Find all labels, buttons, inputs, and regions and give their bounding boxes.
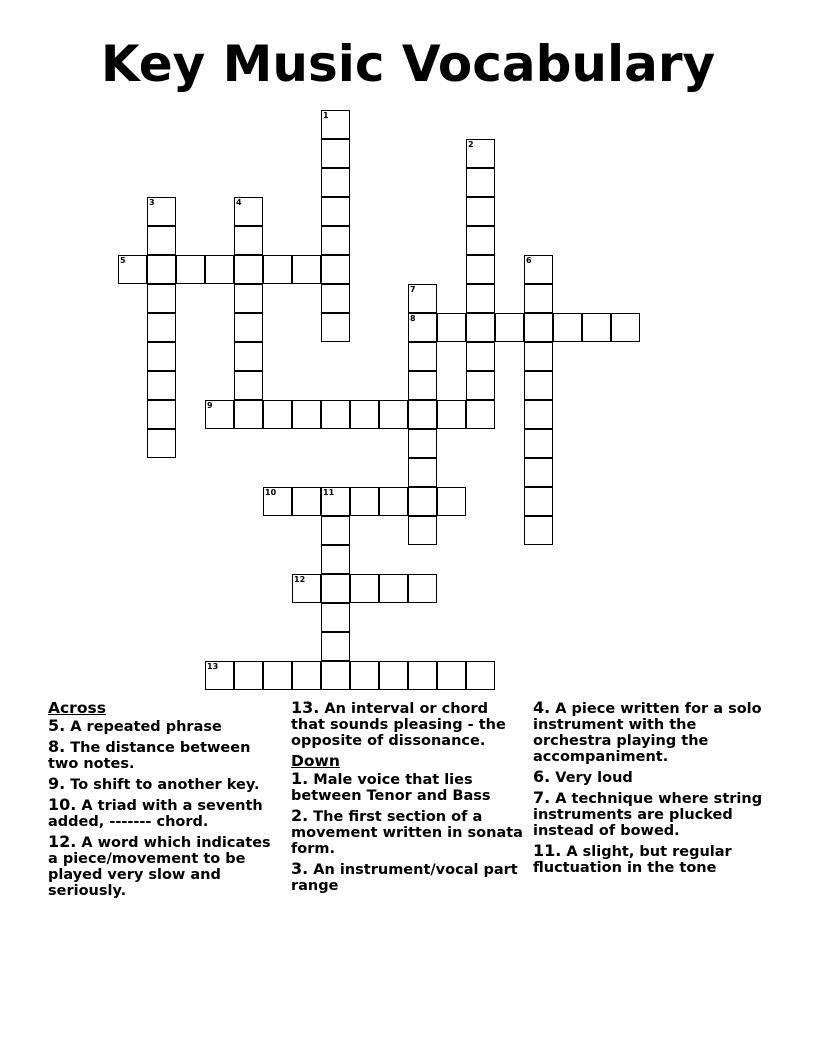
crossword-cell[interactable] xyxy=(437,661,466,690)
crossword-cell[interactable] xyxy=(466,168,495,197)
cell-number: 11 xyxy=(323,488,335,497)
clue-item xyxy=(48,797,284,830)
crossword-cell[interactable] xyxy=(234,284,263,313)
crossword-cell[interactable] xyxy=(292,487,321,516)
crossword-cell[interactable] xyxy=(408,661,437,690)
crossword-cell[interactable] xyxy=(234,255,263,284)
crossword-cell[interactable] xyxy=(321,661,350,690)
clue-number: 12. xyxy=(48,832,77,851)
clue-text: An instrument/vocal part range xyxy=(291,862,518,894)
crossword-cell[interactable] xyxy=(321,603,350,632)
across-heading: Across xyxy=(48,699,106,717)
crossword-cell[interactable] xyxy=(147,342,176,371)
crossword-cell[interactable] xyxy=(379,487,408,516)
crossword-cell[interactable] xyxy=(582,313,611,342)
crossword-cell[interactable] xyxy=(263,400,292,429)
clue-item xyxy=(291,771,527,804)
crossword-cell[interactable] xyxy=(147,400,176,429)
crossword-cell[interactable] xyxy=(408,371,437,400)
crossword-cell[interactable] xyxy=(408,400,437,429)
clue-number: 5. xyxy=(48,716,66,735)
crossword-cell[interactable] xyxy=(292,574,321,603)
crossword-cell[interactable] xyxy=(321,110,350,139)
crossword-cell[interactable] xyxy=(437,487,466,516)
crossword-cell[interactable] xyxy=(292,400,321,429)
crossword-cell[interactable] xyxy=(321,632,350,661)
cell-number: 9 xyxy=(207,401,213,410)
crossword-cell[interactable] xyxy=(466,139,495,168)
clue-number: 8. xyxy=(48,737,66,756)
crossword-cell[interactable] xyxy=(466,226,495,255)
crossword-cell[interactable] xyxy=(234,371,263,400)
crossword-cell[interactable] xyxy=(321,313,350,342)
crossword-cell[interactable] xyxy=(408,574,437,603)
crossword-cell[interactable] xyxy=(147,197,176,226)
crossword-cell[interactable] xyxy=(466,342,495,371)
crossword-cell[interactable] xyxy=(234,197,263,226)
crossword-cell[interactable] xyxy=(350,574,379,603)
clue-number: 1. xyxy=(291,769,309,788)
clue-number: 9. xyxy=(48,774,66,793)
clue-item xyxy=(533,700,773,765)
crossword-cell[interactable] xyxy=(466,197,495,226)
clue-item xyxy=(48,834,284,899)
clue-item xyxy=(533,769,773,786)
crossword-cell[interactable] xyxy=(553,313,582,342)
crossword-cell[interactable] xyxy=(292,255,321,284)
clue-item xyxy=(48,739,284,772)
crossword-cell[interactable] xyxy=(321,284,350,313)
crossword-cell[interactable] xyxy=(263,255,292,284)
clue-item xyxy=(48,718,284,735)
crossword-cell[interactable] xyxy=(524,429,553,458)
crossword-cell[interactable] xyxy=(408,487,437,516)
crossword-cell[interactable] xyxy=(321,487,350,516)
crossword-cell[interactable] xyxy=(321,255,350,284)
clue-item xyxy=(533,790,773,839)
crossword-cell[interactable] xyxy=(321,400,350,429)
crossword-cell[interactable] xyxy=(524,255,553,284)
crossword-cell[interactable] xyxy=(321,139,350,168)
clue-number: 11. xyxy=(533,841,562,860)
cell-number: 12 xyxy=(294,575,306,584)
cell-number: 10 xyxy=(265,488,277,497)
crossword-cell[interactable] xyxy=(437,400,466,429)
cell-number: 4 xyxy=(236,198,242,207)
crossword-cell[interactable] xyxy=(147,371,176,400)
cell-number: 5 xyxy=(120,256,126,265)
crossword-cell[interactable] xyxy=(147,313,176,342)
crossword-cell[interactable] xyxy=(379,661,408,690)
crossword-cell[interactable] xyxy=(321,168,350,197)
crossword-cell[interactable] xyxy=(524,371,553,400)
crossword-cell[interactable] xyxy=(350,661,379,690)
clue-text: A piece written for a solo instrument with the orchestra playing the accompaniment. xyxy=(533,701,762,765)
cell-number: 3 xyxy=(149,198,155,207)
crossword-cell[interactable] xyxy=(234,661,263,690)
crossword-cell[interactable] xyxy=(408,342,437,371)
crossword-cell[interactable] xyxy=(292,661,321,690)
clue-text: Male voice that lies between Tenor and Bass xyxy=(291,772,491,804)
clues-column-1 xyxy=(48,700,284,903)
crossword-cell[interactable] xyxy=(350,487,379,516)
crossword-cell[interactable] xyxy=(147,255,176,284)
clue-text: The distance between two notes. xyxy=(48,740,251,772)
crossword-cell[interactable] xyxy=(408,284,437,313)
clue-text: A technique where string instruments are plucked instead of bowed. xyxy=(533,791,763,839)
crossword-cell[interactable] xyxy=(321,516,350,545)
crossword-cell[interactable] xyxy=(205,661,234,690)
clue-item xyxy=(48,776,284,793)
crossword-cell[interactable] xyxy=(524,458,553,487)
crossword-cell[interactable] xyxy=(234,400,263,429)
crossword-cell[interactable] xyxy=(524,313,553,342)
crossword-cell[interactable] xyxy=(321,545,350,574)
crossword-cell[interactable] xyxy=(524,342,553,371)
crossword-cell[interactable] xyxy=(466,284,495,313)
clue-number: 13. xyxy=(291,698,320,717)
clue-number: 2. xyxy=(291,806,309,825)
clue-number: 3. xyxy=(291,859,309,878)
crossword-cell[interactable] xyxy=(524,516,553,545)
crossword-cell[interactable] xyxy=(466,400,495,429)
cell-number: 6 xyxy=(526,256,532,265)
crossword-cell[interactable] xyxy=(408,458,437,487)
crossword-cell[interactable] xyxy=(466,313,495,342)
crossword-cell[interactable] xyxy=(234,342,263,371)
crossword-cell[interactable] xyxy=(263,487,292,516)
clues-column-3 xyxy=(533,700,773,880)
crossword-cell[interactable] xyxy=(408,516,437,545)
clue-number: 7. xyxy=(533,788,551,807)
crossword-cell[interactable] xyxy=(147,429,176,458)
cell-number: 13 xyxy=(207,662,219,671)
cell-number: 1 xyxy=(323,111,329,120)
clue-number: 4. xyxy=(533,698,551,717)
crossword-cell[interactable] xyxy=(524,400,553,429)
crossword-cell[interactable] xyxy=(321,574,350,603)
clues-column-2 xyxy=(291,700,527,898)
crossword-cell[interactable] xyxy=(408,429,437,458)
crossword-cell[interactable] xyxy=(611,313,640,342)
clue-text: A triad with a seventh added, ------- chord. xyxy=(48,798,263,830)
crossword-cell[interactable] xyxy=(205,255,234,284)
clue-number: 6. xyxy=(533,767,551,786)
crossword-cell[interactable] xyxy=(408,313,437,342)
crossword-cell[interactable] xyxy=(234,226,263,255)
crossword-cell[interactable] xyxy=(321,226,350,255)
crossword-cell[interactable] xyxy=(466,255,495,284)
crossword-cell[interactable] xyxy=(118,255,147,284)
clue-text: The first section of a movement written in sonata form. xyxy=(291,809,523,857)
crossword-cell[interactable] xyxy=(466,371,495,400)
cell-number: 2 xyxy=(468,140,474,149)
clue-text: To shift to another key. xyxy=(65,777,260,793)
crossword-cell[interactable] xyxy=(437,313,466,342)
clue-number: 10. xyxy=(48,795,77,814)
cell-number: 8 xyxy=(410,314,416,323)
clue-item xyxy=(291,808,527,857)
crossword-cell[interactable] xyxy=(321,197,350,226)
crossword-cell[interactable] xyxy=(234,313,263,342)
down-heading: Down xyxy=(291,752,340,770)
crossword-cell[interactable] xyxy=(524,284,553,313)
crossword-cell[interactable] xyxy=(263,661,292,690)
clue-text: An interval or chord that sounds pleasing - the opposite of dissonance. xyxy=(291,701,506,749)
crossword-cell[interactable] xyxy=(466,661,495,690)
clue-text: A repeated phrase xyxy=(65,719,222,735)
clue-text: Very loud xyxy=(550,770,633,786)
crossword-cell[interactable] xyxy=(147,284,176,313)
crossword-cell[interactable] xyxy=(524,487,553,516)
crossword-cell[interactable] xyxy=(350,400,379,429)
cell-number: 7 xyxy=(410,285,416,294)
clue-text: A slight, but regular fluctuation in the tone xyxy=(533,844,732,876)
crossword-cell[interactable] xyxy=(147,226,176,255)
crossword-cell[interactable] xyxy=(379,400,408,429)
clue-item xyxy=(533,843,773,876)
crossword-cell[interactable] xyxy=(176,255,205,284)
crossword-cell[interactable] xyxy=(205,400,234,429)
crossword-cell[interactable] xyxy=(379,574,408,603)
page-title: Key Music Vocabulary xyxy=(100,35,716,93)
clue-item xyxy=(291,700,527,749)
crossword-cell[interactable] xyxy=(495,313,524,342)
clue-text: A word which indicates a piece/movement to be played very slow and seriously. xyxy=(48,835,271,899)
clue-item xyxy=(291,861,527,894)
